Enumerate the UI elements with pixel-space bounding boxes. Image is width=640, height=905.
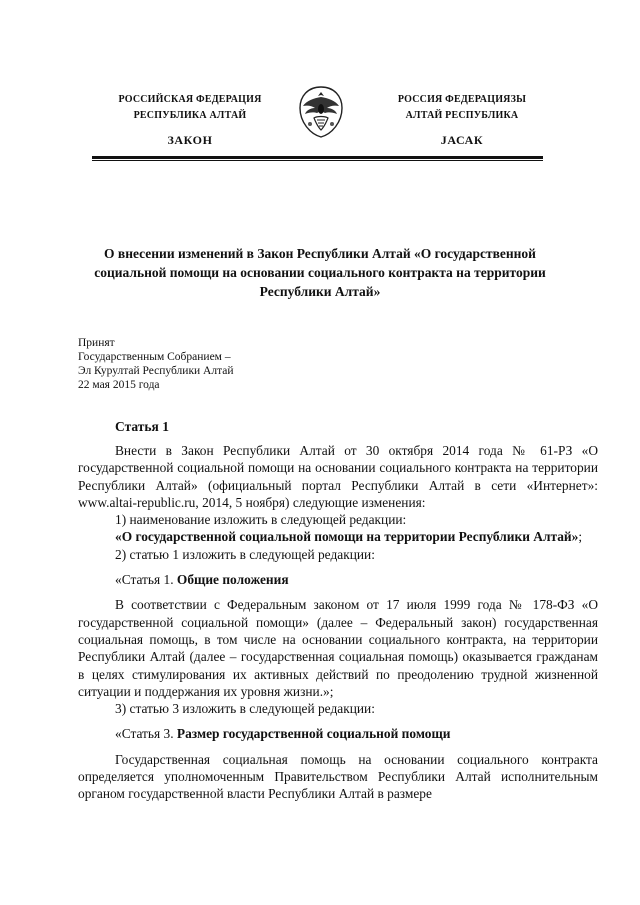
paragraph-item-2: 2) статью 1 изложить в следующей редакции: — [115, 546, 375, 562]
paragraph-new-title — [78, 528, 598, 545]
paragraph-article-3-title — [78, 725, 598, 742]
header-divider-thin — [92, 160, 543, 161]
article-1-body — [78, 442, 598, 803]
adoption-info — [78, 336, 234, 392]
article-1-title: Общие положения — [176, 572, 289, 588]
article-1-prefix: «Статья 1. — [115, 572, 177, 588]
header-right-country: РОССИЯ ФЕДЕРАЦИЯЗЫ — [397, 94, 527, 105]
law-title — [60, 244, 580, 301]
paragraph-article-1-title — [78, 571, 598, 588]
header-left-country: РОССИЙСКАЯ ФЕДЕРАЦИЯ — [118, 94, 262, 105]
altai-republic-coat-of-arms-icon — [296, 84, 346, 140]
article-1-heading: Статья 1 — [115, 419, 169, 434]
adoption-line-3: Эл Курултай Республики Алтай — [78, 365, 234, 377]
new-title-text: «О государственной социальной помощи на территории Республики Алтай» — [115, 529, 579, 545]
adoption-line-2: Государственным Собранием – — [78, 351, 231, 363]
new-title-tail: ; — [578, 529, 583, 545]
header-left-republic: РЕСПУБЛИКА АЛТАЙ — [133, 110, 247, 121]
law-title-line-3: Республики Алтай» — [259, 284, 381, 299]
law-title-line-1: О внесении изменений в Закон Республики Алтай «О государственной — [104, 246, 536, 261]
paragraph-general-provisions: В соответствии с Федеральным законом от 17 июля 1999 года № 178-ФЗ «О государственной социальной помощи» (далее – Федеральный закон) государственная социальная помощь, в том числе на основании социального контракта, на территории Республики Алтай (далее – государственная социальная помощь) оказывается гражданам в целях стимулирования их активных действий по преодолению трудной жизненной ситуации и поддержания их уровня жизни.»; — [78, 597, 598, 699]
header-right-law: JАСАК — [440, 133, 484, 147]
adoption-date: 22 мая 2015 года — [78, 379, 160, 391]
paragraph-amendment-intro: Внести в Закон Республики Алтай от 30 октября 2014 года № 61-РЗ «О государственной социальной помощи на основании социального контракта на территории Республики Алтай» (официальный портал Республики Алтай в сети «Интернет»: www.altai-republic.ru, 2014, 5 ноября) следующие изменения: — [78, 443, 598, 510]
paragraph-item-1: 1) наименование изложить в следующей редакции: — [115, 512, 407, 528]
paragraph-assistance-amount: Государственная социальная помощь на основании социального контракта определяется уполномоченным Правительством Республики Алтай исполнительным органом государственной власти Республики Алтай в размере — [78, 751, 598, 802]
adoption-line-1: Принят — [78, 337, 115, 349]
article-3-prefix: «Статья 3. — [115, 726, 177, 742]
law-title-line-2: социальной помощи на основании социального контракта на территории — [94, 265, 546, 280]
header-divider-thick — [92, 156, 543, 159]
header-left-law: ЗАКОН — [167, 133, 213, 147]
header-right-republic: АЛТАЙ РЕСПУБЛИКА — [405, 110, 519, 121]
article-3-title: Размер государственной социальной помощи — [176, 726, 451, 742]
paragraph-item-3: 3) статью 3 изложить в следующей редакции: — [115, 701, 375, 717]
